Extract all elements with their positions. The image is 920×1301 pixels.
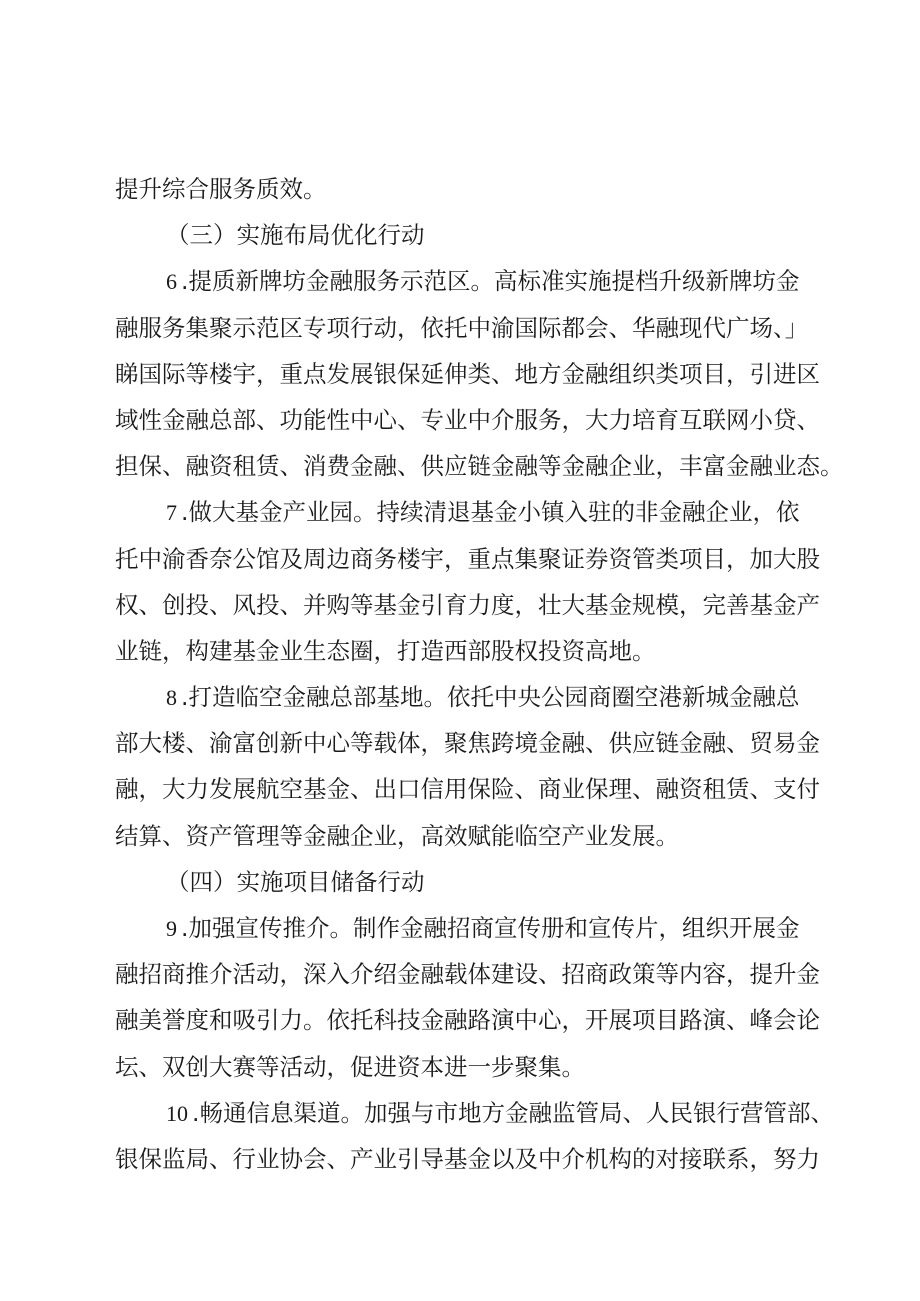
text-line [115,1090,860,1136]
text-line [115,443,860,489]
line-text: 睇国际等楼宇，重点发展银保延伸类、地方金融组织类项目，引进区 [115,359,820,388]
line-text: 权、创投、风投、并购等基金引育力度，壮大基金规模，完善基金产 [115,590,820,619]
text-line [115,766,860,812]
line-text: 坛、双创大赛等活动，促进资本进一步聚集。 [115,1052,585,1081]
line-text: 提升综合服务质效。 [115,175,327,203]
text-line [115,258,860,304]
line-text: 结算、资产管理等金融企业，高效赋能临空产业发展。 [115,821,679,850]
line-text: 融，大力发展航空基金、出口信用保险、商业保理、融资租赁、支付 [115,775,820,804]
line-text: 融服务集聚示范区专项行动，依托中渝国际都会、华融现代广场、」 [115,313,809,342]
line-text: .做大基金产业园。持续清退基金小镇入驻的非金融企业，依 [181,498,800,527]
line-text: .提质新牌坊金融服务示范区。高标准实施提档升级新牌坊金 [181,267,800,296]
text-line [115,1044,860,1090]
text-line [115,351,860,397]
item-number: 6 [166,269,177,295]
text-line [115,489,860,535]
text-line [115,905,860,951]
text-line [115,997,860,1043]
line-text: .畅通信息渠道。加强与市地方金融监管局、人民银行营管部、 [192,1098,834,1127]
text-line [115,1136,860,1182]
item-number: 7 [166,500,177,526]
line-text: 部大楼、渝富创新中心等载体，聚焦跨境金融、供应链金融、贸易金 [115,729,820,758]
text-line [115,397,860,443]
line-text: 域性金融总部、功能性中心、专业中介服务，大力培育互联网小贷、 [115,405,820,434]
text-line [115,720,860,766]
text-line [115,305,860,351]
line-text: （三）实施布局优化行动 [166,221,425,250]
line-text: 托中渝香奈公馆及周边商务楼宇，重点集聚证券资管类项目，加大股 [115,544,820,573]
text-line [115,628,860,674]
item-number: 9 [166,916,177,941]
line-text: （四）实施项目储备行动 [166,867,425,896]
line-text: 银保监局、行业协会、产业引导基金以及中介机构的对接联系，努力 [115,1144,820,1173]
text-line [115,859,860,905]
line-text: .打造临空金融总部基地。依托中央公园商圈空港新城金融总 [181,683,800,712]
text-line [115,951,860,997]
document-body [115,166,860,1182]
text-line [115,536,860,582]
line-text: 融美誉度和吸引力。依托科技金融路演中心，开展项目路演、峰会论 [115,1006,820,1035]
text-line [115,166,860,212]
line-text: .加强宣传推介。制作金融招商宣传册和宣传片，组织开展金 [181,914,800,942]
text-line [115,582,860,628]
text-line [115,813,860,859]
item-number: 10 [166,1100,188,1126]
text-line [115,674,860,720]
line-text: 融招商推介活动，深入介绍金融载体建设、招商政策等内容，提升金 [115,960,820,989]
line-text: 业链，构建基金业生态圈，打造西部股权投资高地。 [115,636,656,665]
text-line [115,212,860,258]
item-number: 8 [166,685,177,711]
line-text: 担保、融资租赁、消费金融、供应链金融等金融企业，丰富金融业态。 [115,452,844,481]
